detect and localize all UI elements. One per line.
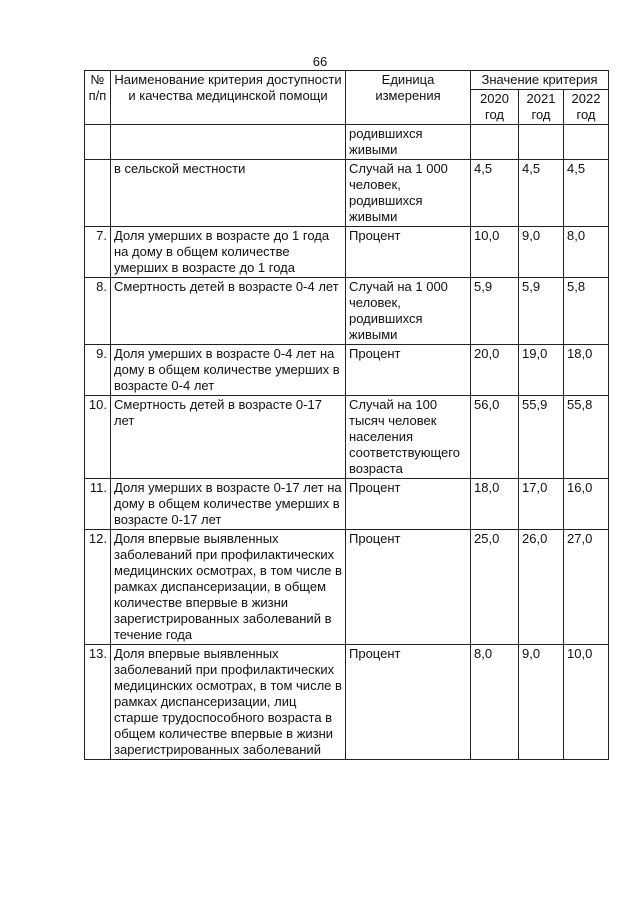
row-value-2022: 16,0 [564, 479, 609, 530]
row-unit: Процент [346, 227, 471, 278]
row-value-2022: 27,0 [564, 530, 609, 645]
row-name: Смертность детей в возрасте 0-4 лет [111, 278, 346, 345]
table-row [85, 645, 609, 760]
table-row [85, 160, 609, 227]
row-name: Доля умерших в возрасте 0-4 лет на дому в общем количестве умерших в возрасте 0-4 лет [111, 345, 346, 396]
criteria-table [84, 70, 609, 760]
row-value-2022 [564, 125, 609, 160]
row-value-2021: 9,0 [519, 227, 564, 278]
row-value-2020: 25,0 [471, 530, 519, 645]
row-name: в сельской местности [111, 160, 346, 227]
row-value-2020: 4,5 [471, 160, 519, 227]
row-value-2022: 5,8 [564, 278, 609, 345]
row-num: 8. [85, 278, 111, 345]
row-num: 12. [85, 530, 111, 645]
row-value-2022: 18,0 [564, 345, 609, 396]
header-values: Значение критерия [471, 71, 609, 90]
row-name: Доля умерших в возрасте 0-17 лет на дому в общем количестве умерших в возрасте 0-17 лет [111, 479, 346, 530]
row-value-2021: 5,9 [519, 278, 564, 345]
row-value-2020: 8,0 [471, 645, 519, 760]
row-value-2020 [471, 125, 519, 160]
table-row [85, 396, 609, 479]
row-num: 7. [85, 227, 111, 278]
header-year-2020: 2020 год [471, 90, 519, 125]
row-value-2021: 9,0 [519, 645, 564, 760]
row-value-2020: 56,0 [471, 396, 519, 479]
row-unit: родившихся живыми [346, 125, 471, 160]
row-num [85, 160, 111, 227]
row-num: 13. [85, 645, 111, 760]
table-row [85, 530, 609, 645]
page-number: 66 [312, 54, 328, 69]
row-value-2021: 4,5 [519, 160, 564, 227]
row-unit: Процент [346, 645, 471, 760]
row-value-2020: 5,9 [471, 278, 519, 345]
table-row [85, 125, 609, 160]
row-unit: Процент [346, 479, 471, 530]
table-row [85, 227, 609, 278]
row-unit: Процент [346, 530, 471, 645]
row-value-2021 [519, 125, 564, 160]
row-unit: Случай на 1 000 человек, родившихся живыми [346, 278, 471, 345]
header-name: Наименование критерия доступности и качества медицинской помощи [111, 71, 346, 125]
row-unit: Случай на 1 000 человек, родившихся живыми [346, 160, 471, 227]
row-value-2021: 19,0 [519, 345, 564, 396]
row-value-2021: 26,0 [519, 530, 564, 645]
header-year-2022: 2022 год [564, 90, 609, 125]
row-value-2021: 55,9 [519, 396, 564, 479]
table-row [85, 479, 609, 530]
row-value-2022: 4,5 [564, 160, 609, 227]
row-value-2020: 18,0 [471, 479, 519, 530]
row-value-2022: 55,8 [564, 396, 609, 479]
row-unit: Случай на 100 тысяч человек населения соответствующего возраста [346, 396, 471, 479]
table-row [85, 345, 609, 396]
row-value-2022: 8,0 [564, 227, 609, 278]
row-value-2021: 17,0 [519, 479, 564, 530]
row-num: 10. [85, 396, 111, 479]
row-name: Доля впервые выявленных заболеваний при профилактических медицинских осмотрах, в том числе в рамках диспансеризации, в общем количестве впервые в жизни зарегистрированных заболеваний в течение года [111, 530, 346, 645]
header-year-2021: 2021 год [519, 90, 564, 125]
row-name: Смертность детей в возрасте 0-17 лет [111, 396, 346, 479]
table-row [85, 278, 609, 345]
row-num: 9. [85, 345, 111, 396]
table-header-row [85, 71, 609, 90]
row-name [111, 125, 346, 160]
row-num: 11. [85, 479, 111, 530]
row-value-2022: 10,0 [564, 645, 609, 760]
row-name: Доля впервые выявленных заболеваний при профилактических медицинских осмотрах, в том числе в рамках диспансеризации, лиц старше трудоспособного возраста в общем количестве впервые в жизни зарегистрированных заболеваний [111, 645, 346, 760]
header-unit: Единица измерения [346, 71, 471, 125]
header-num: № п/п [85, 71, 111, 125]
row-value-2020: 20,0 [471, 345, 519, 396]
row-name: Доля умерших в возрасте до 1 года на дому в общем количестве умерших в возрасте до 1 года [111, 227, 346, 278]
row-num [85, 125, 111, 160]
row-value-2020: 10,0 [471, 227, 519, 278]
row-unit: Процент [346, 345, 471, 396]
